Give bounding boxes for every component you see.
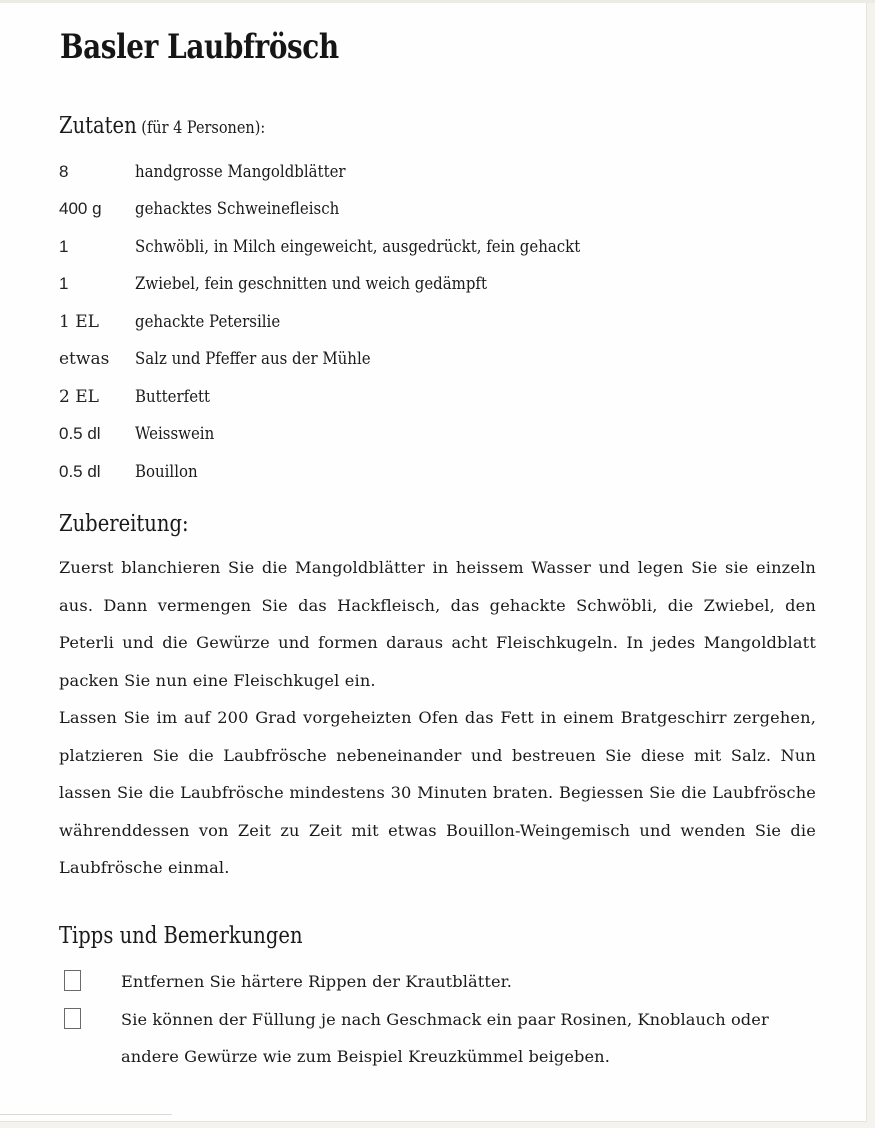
ingredient-name: Zwiebel, fein geschnitten und weich gedämpft: [135, 274, 487, 295]
ingredient-row: [59, 228, 759, 266]
ingredient-quantity: 1 EL: [59, 311, 99, 332]
ingredient-quantity: 0.5 dl: [59, 424, 101, 444]
ingredient-quantity: 8: [59, 161, 69, 181]
ingredient-quantity: 1: [59, 274, 69, 294]
ingredients-heading-label: Zutaten: [59, 113, 137, 139]
ingredient-name: Schwöbli, in Milch eingeweicht, ausgedrückt, fein gehackt: [135, 236, 581, 257]
ingredient-row: [59, 191, 759, 229]
ingredient-name: gehacktes Schweinefleisch: [135, 199, 340, 220]
tip-checkbox[interactable]: [64, 970, 81, 991]
ingredient-quantity: etwas: [59, 349, 110, 370]
tip-text: Entfernen Sie härtere Rippen der Krautblätter.: [121, 972, 512, 991]
ingredient-row: [59, 266, 759, 304]
ingredient-name: Salz und Pfeffer aus der Mühle: [135, 349, 371, 370]
preparation-heading: Zubereitung:: [59, 511, 189, 537]
ingredient-quantity: 2 EL: [59, 386, 99, 407]
ingredients-heading: [59, 113, 265, 139]
ingredient-row: [59, 416, 759, 454]
ingredient-row: [59, 378, 759, 416]
preparation-paragraph: Zuerst blanchieren Sie die Mangoldblätter in heissem Wasser und legen Sie sie einzeln aus. Dann vermengen Sie das Hackfleisch, das gehackte Schwöbli, die Zwiebel, den Peterli und die Gewürze und formen daraus acht Fleischkugeln. In jedes Mangoldblatt packen Sie nun eine Fleischkugel ein.: [59, 558, 816, 690]
ingredient-row: [59, 303, 759, 341]
ingredient-name: handgrosse Mangoldblätter: [135, 161, 346, 182]
footer-rule: [0, 1114, 172, 1115]
tip-item: [59, 1001, 819, 1076]
ingredient-quantity: 0.5 dl: [59, 461, 101, 481]
ingredient-quantity: 1: [59, 236, 69, 256]
ingredient-name: gehackte Petersilie: [135, 311, 281, 332]
tip-checkbox[interactable]: [64, 1008, 81, 1029]
tips-list: [59, 963, 819, 1076]
ingredients-servings: (für 4 Personen):: [136, 118, 266, 138]
ingredient-row: [59, 153, 759, 191]
ingredient-row: [59, 341, 759, 379]
recipe-page: [0, 3, 867, 1122]
ingredient-quantity: 400 g: [59, 199, 102, 219]
preparation-text: [59, 549, 816, 887]
recipe-title: Basler Laubfrösch: [60, 27, 339, 67]
tip-item: [59, 963, 819, 1001]
ingredient-name: Weisswein: [135, 424, 215, 445]
ingredient-name: Bouillon: [135, 461, 198, 482]
preparation-paragraph: Lassen Sie im auf 200 Grad vorgeheizten Ofen das Fett in einem Bratgeschirr zergehen, platzieren Sie die Laubfrösche nebeneinander und bestreuen Sie diese mit Salz. Nun lassen Sie die Laubfrösche mindestens 30 Minuten braten. Begiessen Sie die Laubfrösche währenddessen von Zeit zu Zeit mit etwas Bouillon-Weingemisch und wenden Sie die Laubfrösche einmal.: [59, 708, 816, 877]
ingredients-list: [59, 153, 759, 491]
ingredient-name: Butterfett: [135, 386, 211, 407]
ingredient-row: [59, 453, 759, 491]
tip-text: Sie können der Füllung je nach Geschmack ein paar Rosinen, Knoblauch oder andere Gewürze wie zum Beispiel Kreuzkümmel beigeben.: [121, 1009, 769, 1066]
tips-heading: Tipps und Bemerkungen: [59, 923, 303, 949]
